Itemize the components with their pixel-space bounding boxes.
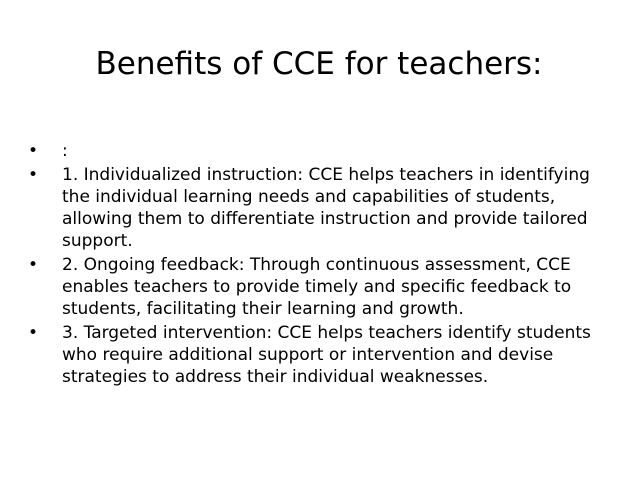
slide-title: Benefits of CCE for teachers: [95, 46, 543, 82]
bullet-icon: • [28, 165, 39, 185]
bullet-text: 2. Ongoing feedback: Through continuous assessment, CCE enables teachers to provide timely and specific feedback to students, facilitating their learning and growth. [62, 255, 572, 319]
bullet-item [28, 164, 603, 252]
bullet-text: 3. Targeted intervention: CCE helps teachers identify students who require additional support or intervention and devise strategies to address their individual weaknesses. [62, 323, 591, 387]
bullet-item [28, 140, 603, 162]
bullet-text: : [62, 141, 68, 161]
bullet-icon: • [28, 141, 39, 161]
bullet-text: 1. Individualized instruction: CCE helps teachers in identifying the individual learning needs and capabilities of students, allowing them to differentiate instruction and provide tailored support. [62, 165, 590, 251]
bullet-item [28, 254, 603, 320]
bullet-icon: • [28, 255, 39, 275]
bullet-icon: • [28, 323, 39, 343]
bullet-item [28, 322, 603, 388]
bullet-list [28, 140, 603, 390]
